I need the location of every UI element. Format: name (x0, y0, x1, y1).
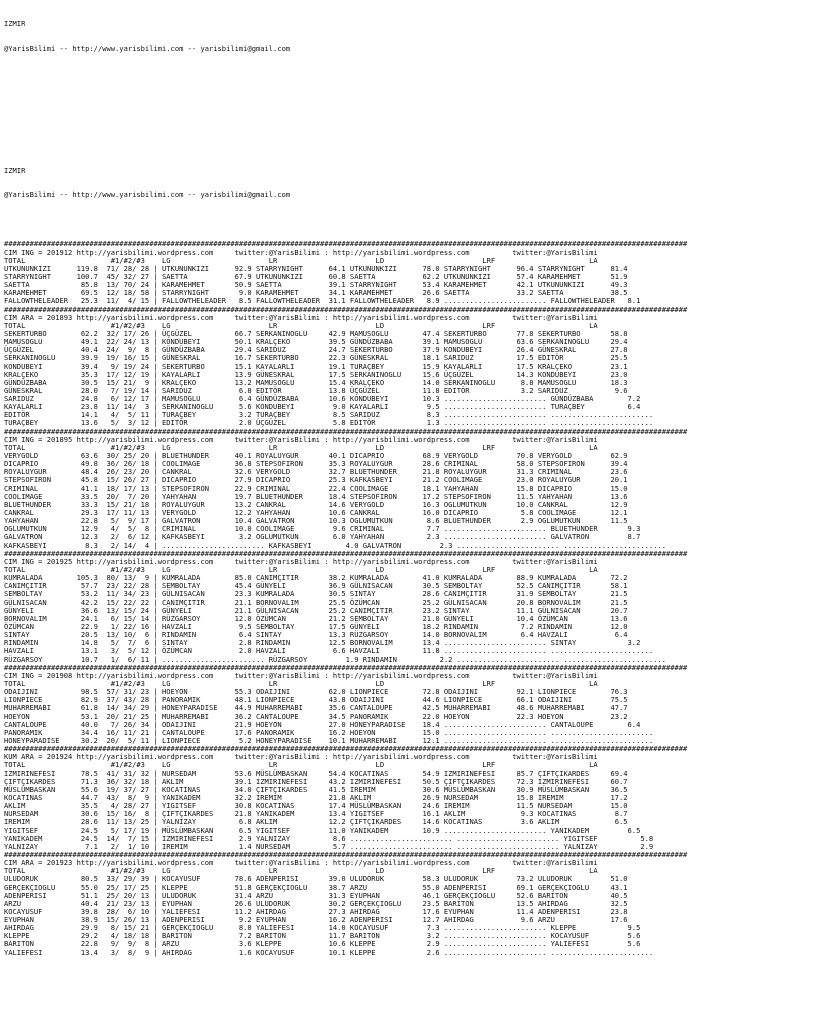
race-header: CIM ING = 201912 http://yarisbilimi.wordpress.com twitter:@YarisBilimi : http://yarisbilimi.wordpress.com twitter:@YarisBilimi (4, 247, 598, 257)
column-header: TOTAL #1/#2/#3 LG LR LD LRF LA (4, 678, 598, 688)
table-row: AHIRDAG 29.9 8/ 15/ 21 | GERÇEKÇIOGLU 8.0 YALIEFESI 14.0 KOCAYUSUF 7.3 ........................ KLEPPE 9.5 (4, 923, 641, 933)
table-row: BARITON 22.8 9/ 9/ 8 | ARZU 3.6 KLEPPE 10.6 KLEPPE 2.9 ........................ YALIEFESI 5.6 (4, 939, 641, 949)
table-row: DICAPRIO 49.8 36/ 26/ 18 | COOLIMAGE 36.8 STEPSOFIRON 35.3 ROYALUYGUR 28.6 CRIMINAL 58.0 STEPSOFIRON 39.4 (4, 459, 628, 469)
table-row: GÜLNISACAN 42.2 15/ 22/ 22 | CANIMÇITIR 21.1 BORNOVALIM 25.5 ÖZÜMCAN 25.2 GÜLNISACAN 20.8 BORNOVALIM 21.5 (4, 597, 628, 607)
section-separator: ################################################################################################################################################################ (4, 662, 688, 672)
table-row: RINDAMIN 14.8 5/ 7/ 6 | SINTAY 2.8 RINDAMIN 12.5 BORNOVALIM 13.4 ........................ SINTAY 3.2 (4, 638, 641, 648)
table-row: COOLIMAGE 33.5 20/ 7/ 20 | YAHYAHAN 19.7 BLUETHUNDER 18.4 STEPSOFIRON 17.2 STEPSOFIRON 11.5 YAHYAHAN 13.6 (4, 491, 628, 501)
table-row: GÜNDÜZBABA 30.5 15/ 21/ 9 | KRALÇEKO 13.2 MAMUSOGLU 15.4 KRALÇEKO 14.0 SERKANINOGLU 8.8 MAMUSOGLU 18.3 (4, 377, 628, 387)
column-header: TOTAL #1/#2/#3 LG LR LD LRF LA (4, 565, 598, 575)
table-row: MUHARREMABI 61.8 14/ 34/ 29 | HONEYPARADISE 44.9 MUHARREMABI 35.6 CANTALOUPE 42.5 MUHARREMABI 48.6 MUHARREMABI 47.7 (4, 703, 628, 713)
table-row: KOCATINAS 44.7 43/ 8/ 9 | YANIKADEM 32.2 IREMIM 21.8 AKLIM 26.9 NURSEDAM 15.8 IREMIM 17.2 (4, 792, 628, 802)
table-row: ROYALUYGUR 48.4 26/ 23/ 20 | CANKRAL 32.6 VERYGOLD 32.7 BLUETHUNDER 21.8 ROYALUYGUR 31.3 CRIMINAL 23.6 (4, 467, 628, 477)
race-header: CIM ING = 201895 http://yarisbilimi.wordpress.com twitter:@YarisBilimi : http://yarisbilimi.wordpress.com twitter:@YarisBilimi (4, 434, 598, 444)
table-row: KONDUBEYI 39.4 9/ 19/ 24 | SEKERTURBO 15.1 KAYALARLI 19.1 TURAÇBEY 15.9 KAYALARLI 17.5 KRALÇEKO 23.1 (4, 361, 628, 371)
table-row: BORNOVALIM 24.1 6/ 15/ 14 | RÜZGARSOY 12.0 ÖZÜMCAN 21.2 SEMBOLTAY 21.0 GÜNYELI 10.4 ÖZÜMCAN 13.6 (4, 613, 628, 623)
city-title: IZMIR (4, 19, 26, 29)
table-row: MÜSLÜMBASKAN 55.6 19/ 37/ 27 | KOCATINAS 34.0 ÇIFTÇIKARDES 41.5 IREMIM 30.6 MÜSLÜMBASKAN 30.9 MÜSLÜMBASKAN 36.5 (4, 784, 628, 794)
table-row: MAMUSOGLU 49.1 22/ 24/ 13 | KONDUBEYI 50.1 KRALÇEKO 39.5 GÜNDÜZBABA 39.1 MAMUSOGLU 63.6 SERKANINOGLU 29.4 (4, 337, 628, 347)
section-separator: ################################################################################################################################################################ (4, 744, 688, 754)
section-separator: ################################################################################################################################################################ (4, 849, 688, 859)
table-row: KRALÇEKO 35.3 17/ 12/ 19 | KAYALARLI 13.9 GÜNESKRAL 17.5 SERKANINOGLU 15.6 ÜÇGÜZEL 14.3 KONDUBEYI 23.0 (4, 369, 628, 379)
table-row: ÖZÜMCAN 22.9 1/ 22/ 16 | HAVZALI 9.5 SEMBOLTAY 17.5 GÜNYELI 18.2 RINDAMIN 7.2 RINDAMIN 12.0 (4, 622, 628, 631)
table-row: SARIDUZ 24.8 6/ 12/ 17 | MAMUSOGLU 6.4 GÜNDÜZBABA 10.6 KONDUBEYI 10.3 ........................ GÜNDÜZBABA 7.2 (4, 394, 641, 404)
blank-line (4, 94, 687, 102)
race-header: CIM ING = 201925 http://yarisbilimi.wordpress.com twitter:@YarisBilimi : http://yarisbilimi.wordpress.com twitter:@YarisBilimi (4, 556, 598, 566)
table-row: IREMIM 28.6 11/ 13/ 25 | YALNIZAY 6.8 AKLIM 12.2 ÇIFTÇIKARDES 14.6 KOCATINAS 3.6 AKLIM 6.5 (4, 817, 628, 827)
section-separator: ################################################################################################################################################################ (4, 426, 688, 436)
section-separator: ################################################################################################################################################################ (4, 304, 688, 314)
table-row: YIGITSEF 24.5 5/ 17/ 19 | MÜSLÜMBASKAN 6.5 YIGITSEF 11.0 YANIKADEM 10.9 ........................ YANIKADEM 6.5 (4, 825, 641, 835)
table-row: SERKANINOGLU 39.9 19/ 16/ 15 | GÜNESKRAL 16.7 SEKERTURBO 22.3 GÜNESKRAL 18.1 SARIDUZ 17.5 EDITÖR 25.5 (4, 353, 628, 363)
table-row: KAFKASBEYI 8.3 2/ 14/ 4 | ........................ KAFKASBEYI 4.0 GALVATRON 2.3 ........................ ........................ (4, 540, 666, 550)
section-separator: ################################################################################################################################################################ (4, 548, 688, 558)
table-row: RÜZGARSOY 10.7 1/ 6/ 11 | ........................ RÜZGARSOY 1.9 RINDAMIN 2.2 ........................ ........................ (4, 654, 666, 664)
table-row: LIONPIECE 82.9 37/ 43/ 28 | PANORAMIK 48.1 LIONPIECE 43.8 ODAIJINI 44.6 LIONPIECE 66.1 ODAIJINI 75.5 (4, 695, 628, 705)
table-row: KUMRALADA 105.3 80/ 13/ 9 | KUMRALADA 85.0 CANIMÇITIR 38.2 KUMRALADA 41.0 KUMRALADA 88.9 KUMRALADA 72.2 (4, 573, 628, 583)
table-row: KLEPPE 29.2 4/ 18/ 18 | BARITON 7.2 BARITON 11.7 BARITON 3.2 ........................ KOCAYUSUF 5.6 (4, 931, 641, 941)
table-row: YALNIZAY 7.1 2/ 1/ 10 | IREMIM 1.4 NURSEDAM 5.7 ........................ ........................ YALNIZAY 2.9 (4, 841, 654, 851)
table-row: YALIEFESI 13.4 3/ 8/ 9 | AHIRDAG 1.6 KOCAYUSUF 10.1 KLEPPE 2.6 ........................ ........................ (4, 947, 654, 957)
race-report-document (4, 4, 687, 965)
table-row: ARZU 40.4 21/ 23/ 13 | EYUPHAN 26.6 ULUDORUK 30.2 GERÇEKÇIOGLU 23.5 BARITON 13.5 AHIRDAG 32.5 (4, 898, 628, 908)
table-row: HAVZALI 13.1 3/ 5/ 12 | ÖZÜMCAN 2.0 HAVZALI 6.6 HAVZALI 11.8 ........................ ........................ (4, 646, 654, 656)
table-row: KARAMEHMET 69.5 12/ 18/ 58 | STARRYNIGHT 9.0 KARAMEHMET 34.1 KARAMEHMET 26.6 SAETTA 33.2 SAETTA 38.5 (4, 288, 628, 298)
table-row: ADENPERISI 51.1 25/ 20/ 13 | ULUDORUK 31.4 ARZU 31.3 EYUPHAN 46.1 GERÇEKÇIOGLU 52.6 BARITON 40.5 (4, 890, 628, 900)
table-row: ODAIJINI 98.5 57/ 31/ 23 | HOEYON 55.3 ODAIJINI 62.0 LIONPIECE 72.8 ODAIJINI 92.1 LIONPIECE 76.3 (4, 687, 628, 697)
table-row: GÜNESKRAL 28.0 7/ 19/ 14 | SARIDUZ 6.8 EDITÖR 13.8 ÜÇGÜZEL 11.8 EDITÖR 3.2 SARIDUZ 9.6 (4, 385, 628, 395)
table-row: KAYALARLI 23.8 11/ 14/ 3 | SERKANINOGLU 5.6 KONDUBEYI 9.0 KAYALARLI 9.5 ........................ TURAÇBEY 6.4 (4, 402, 641, 412)
table-row: BLUETHUNDER 33.3 15/ 21/ 18 | ROYALUYGUR 13.2 CANKRAL 14.6 VERYGOLD 16.3 OGLUMUTKUN 10.0 CANKRAL 12.9 (4, 499, 628, 509)
table-row: CANKRAL 29.3 17/ 11/ 13 | VERYGOLD 12.2 YAHYAHAN 10.6 CANKRAL 16.0 DICAPRIO 5.8 COOLIMAGE 12.1 (4, 508, 628, 518)
blank-line (4, 143, 687, 151)
table-row: AKLIM 35.5 4/ 28/ 27 | YIGITSEF 30.8 KOCATINAS 17.4 MÜSLÜMBASKAN 24.6 IREMIM 11.5 NURSEDAM 15.0 (4, 801, 628, 811)
race-header: CIM ING = 201908 http://yarisbilimi.wordpress.com twitter:@YarisBilimi : http://yarisbilimi.wordpress.com twitter:@YarisBilimi (4, 670, 598, 680)
table-row: CANTALOUPE 40.0 7/ 26/ 34 | ODAIJINI 21.9 HOEYON 27.0 HONEYPARADISE 18.4 ........................ CANTALOUPE 6.4 (4, 719, 641, 729)
contact-line: @YarisBilimi -- http://www.yarisbilimi.com -- yarisbilimi@gmail.com (4, 43, 291, 53)
table-row: STARRYNIGHT 100.7 45/ 32/ 27 | SAETTA 67.9 UTKUNUNKIZI 60.8 SAETTA 62.2 UTKUNUNKIZI 57.4 KARAMEHMET 51.9 (4, 271, 628, 281)
table-row: STEPSOFIRON 45.8 15/ 26/ 27 | DICAPRIO 27.9 DICAPRIO 25.3 KAFKASBEYI 21.2 COOLIMAGE 23.0 ROYALUYGUR 20.1 (4, 475, 628, 485)
column-header: TOTAL #1/#2/#3 LG LR LD LRF LA (4, 255, 598, 265)
table-row: SEKERTURBO 62.2 32/ 17/ 26 | ÜÇGÜZEL 66.7 SERKANINOGLU 42.9 MAMUSOGLU 47.4 SEKERTURBO 77.8 SEKERTURBO 58.8 (4, 328, 628, 338)
table-row: SINTAY 20.5 13/ 10/ 6 | RINDAMIN 6.4 SINTAY 13.3 RÜZGARSOY 14.0 BORNOVALIM 6.4 HAVZALI 6.4 (4, 630, 628, 640)
blank-line (4, 216, 687, 224)
table-row: CANIMÇITIR 57.7 23/ 22/ 28 | SEMBOLTAY 45.4 GÜNYELI 36.9 GÜLNISACAN 30.5 SEMBOLTAY 52.5 CANIMÇITIR 58.1 (4, 581, 628, 591)
race-header: KUM ARA = 201924 http://yarisbilimi.wordpress.com twitter:@YarisBilimi : http://yarisbilimi.wordpress.com twitter:@YarisBilimi (4, 752, 598, 762)
table-row: ULUDORUK 80.5 33/ 29/ 39 | KOCAYUSUF 78.6 ADENPERISI 39.0 ULUDORUK 58.3 ULUDORUK 73.2 ULUDORUK 51.0 (4, 874, 628, 884)
table-row: FALLOWTHELEADER 25.3 11/ 4/ 15 | FALLOWTHELEADER 8.5 FALLOWTHELEADER 31.1 FALLOWTHELEADER 8.9 ........................ FALLOWTHELEADER 8.1 (4, 296, 641, 306)
table-row: YANIKADEM 24.5 14/ 7/ 15 | IZMIRINEFESI 2.9 YALNIZAY 8.6 ........................ ........................ YIGITSEF 5.8 (4, 833, 654, 843)
table-row: NURSEDAM 30.6 15/ 16/ 8 | ÇIFTÇIKARDES 21.8 YANIKADEM 13.4 YIGITSEF 16.1 AKLIM 9.3 KOCATINAS 8.7 (4, 809, 628, 819)
table-row: TURAÇBEY 13.6 5/ 3/ 12 | EDITÖR 2.0 ÜÇGÜZEL 5.8 EDITÖR 1.3 ........................ ........................ (4, 418, 654, 428)
table-row: CRIMINAL 41.1 18/ 17/ 13 | STEPSOFIRON 22.9 CRIMINAL 22.4 COOLIMAGE 18.1 YAHYAHAN 15.8 DICAPRIO 15.0 (4, 483, 628, 493)
table-row: EDITÖR 14.1 4/ 5/ 11 | TURAÇBEY 3.2 TURAÇBEY 8.5 SARIDUZ 8.3 ........................ ........................ (4, 410, 654, 420)
column-header: TOTAL #1/#2/#3 LG LR LD LRF LA (4, 442, 598, 452)
table-row: SEMBOLTAY 53.2 11/ 34/ 23 | GÜLNISACAN 23.3 KUMRALADA 30.5 SINTAY 28.6 CANIMÇITIR 31.9 SEMBOLTAY 21.5 (4, 589, 628, 599)
table-row: VERYGOLD 63.6 30/ 25/ 20 | BLUETHUNDER 40.1 ROYALUYGUR 40.1 DICAPRIO 68.9 VERYGOLD 70.8 VERYGOLD 62.9 (4, 451, 628, 461)
table-row: IZMIRINEFESI 78.5 41/ 31/ 32 | NURSEDAM 53.6 MÜSLÜMBASKAN 54.4 KOCATINAS 54.9 IZMIRINEFESI 85.7 ÇIFTÇIKARDES 69.4 (4, 768, 628, 778)
table-row: HONEYPARADISE 30.2 20/ 5/ 11 | LIONPIECE 5.2 HONEYPARADISE 10.1 MUHARREMABI 12.1 ........................ ........................ (4, 735, 654, 745)
table-row: UTKUNUNKIZI 119.8 71/ 28/ 28 | UTKUNUNKIZI 92.9 STARRYNIGHT 64.1 UTKUNUNKIZI 78.0 STARRYNIGHT 96.4 STARRYNIGHT 81.4 (4, 263, 628, 273)
table-row: HOEYON 53.1 20/ 21/ 25 | MUHARREMABI 36.2 CANTALOUPE 34.5 PANORAMIK 22.0 HOEYON 22.3 HOEYON 23.2 (4, 711, 628, 721)
column-header: TOTAL #1/#2/#3 LG LR LD LRF LA (4, 320, 598, 330)
table-row: ÇIFTÇIKARDES 71.3 36/ 32/ 18 | AKLIM 39.1 IZMIRINEFESI 43.2 IZMIRINEFESI 50.5 ÇIFTÇIKARDES 72.3 IZMIRINEFESI 60.7 (4, 776, 628, 786)
city-title: IZMIR (4, 166, 26, 176)
column-header: TOTAL #1/#2/#3 LG LR LD LRF LA (4, 866, 598, 876)
table-row: GERÇEKÇIOGLU 55.0 25/ 17/ 25 | KLEPPE 51.8 GERÇEKÇIOGLU 38.7 ARZU 55.0 ADENPERISI 69.1 GERÇEKÇIOGLU 43.1 (4, 882, 628, 892)
column-header: TOTAL #1/#2/#3 LG LR LD LRF LA (4, 760, 598, 770)
table-row: SAETTA 85.8 13/ 70/ 24 | KARAMEHMET 50.9 SAETTA 39.1 STARRYNIGHT 53.4 KARAMEHMET 42.1 UTKUNUNKIZI 49.3 (4, 280, 628, 290)
table-row: PANORAMIK 34.4 16/ 11/ 21 | CANTALOUPE 17.6 PANORAMIK 16.2 HOEYON 15.0 ........................ ........................ (4, 727, 654, 737)
table-row: YAHYAHAN 22.8 5/ 9/ 17 | GALVATRON 10.4 GALVATRON 10.3 OGLUMUTKUN 8.6 BLUETHUNDER 2.9 OGLUMUTKUN 11.5 (4, 516, 628, 526)
table-row: ÜÇGÜZEL 40.4 24/ 9/ 8 | GÜNDÜZBABA 29.4 SARIDUZ 24.7 SEKERTURBO 37.9 KONDUBEYI 26.4 GÜNESKRAL 27.8 (4, 345, 628, 355)
blank-line (4, 118, 687, 126)
table-row: GALVATRON 12.3 2/ 6/ 12 | KAFKASBEYI 3.2 OGLUMUTKUN 6.0 YAHYAHAN 2.3 ........................ GALVATRON 8.7 (4, 532, 641, 542)
contact-line: @YarisBilimi -- http://www.yarisbilimi.com -- yarisbilimi@gmail.com (4, 190, 291, 200)
section-separator: ################################################################################################################################################################ (4, 239, 688, 249)
table-row: GÜNYELI 36.6 13/ 15/ 24 | GÜNYELI 21.1 GÜLNISACAN 25.2 CANIMÇITIR 23.2 SINTAY 11.1 GÜLNISACAN 20.7 (4, 605, 628, 615)
race-header: CIM ARA = 201893 http://yarisbilimi.wordpress.com twitter:@YarisBilimi : http://yarisbilimi.wordpress.com twitter:@YarisBilimi (4, 312, 598, 322)
table-row: KOCAYUSUF 39.8 28/ 6/ 10 | YALIEFESI 11.2 AHIRDAG 27.3 AHIRDAG 17.6 EYUPHAN 11.4 ADENPERISI 23.8 (4, 906, 628, 916)
table-row: OGLUMUTKUN 12.9 4/ 5/ 8 | CRIMINAL 10.0 COOLIMAGE 9.6 CRIMINAL 7.7 ........................ BLUETHUNDER 9.3 (4, 524, 641, 534)
blank-line (4, 69, 687, 77)
race-tables (4, 240, 687, 956)
table-row: EYUPHAN 38.9 15/ 26/ 13 | ADENPERISI 9.2 EYUPHAN 16.2 ADENPERISI 12.7 AHIRDAG 9.6 ARZU 17.6 (4, 915, 628, 925)
race-header: CIM ARA = 201923 http://yarisbilimi.wordpress.com twitter:@YarisBilimi : http://yarisbilimi.wordpress.com twitter:@YarisBilimi (4, 858, 598, 868)
